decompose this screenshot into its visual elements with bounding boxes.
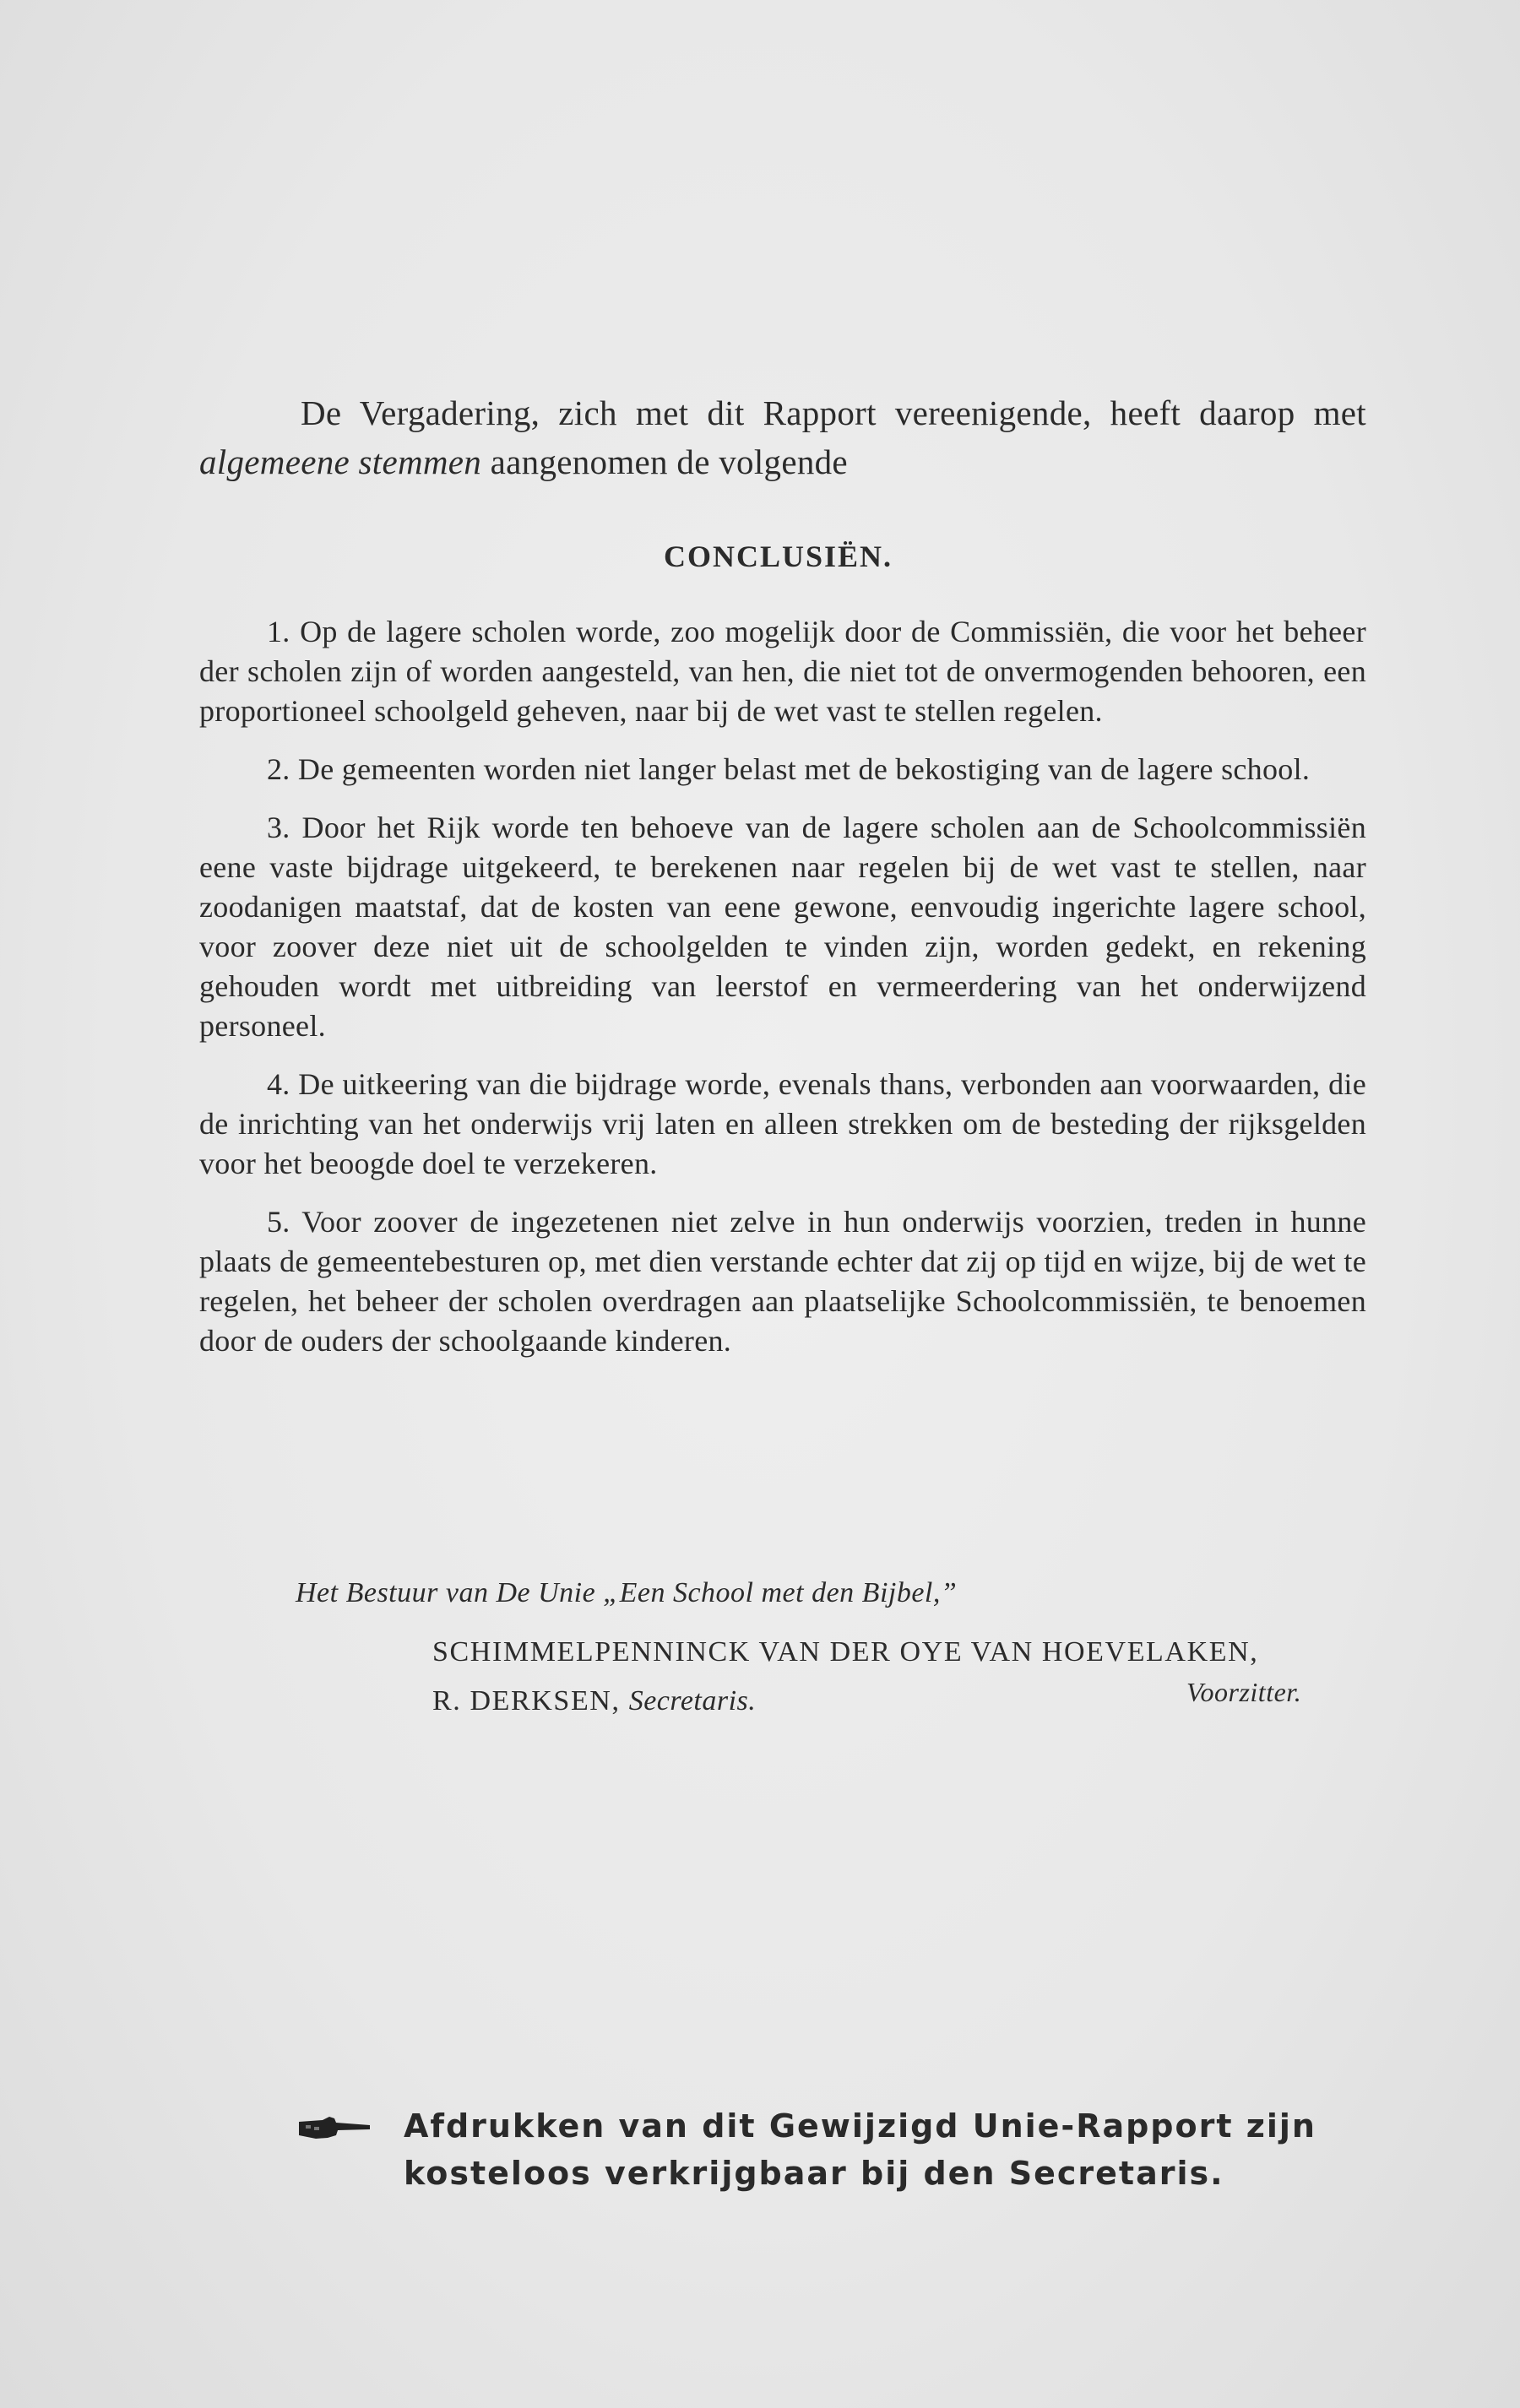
conclusion-item-3: 3. Door het Rijk worde ten behoeve van de lagere scholen aan de Schoolcommissiën eene vaste bijdrage uitgekeerd, te berekenen naar regelen bij de wet vast te stellen, naar zoodanigen maatstaf, dat de kosten van eene gewone, eenvoudig ingerichte lagere school, voor zoover deze niet uit de schoolgelden te vinden zijn, worden gedekt, en rekening gehouden wordt met uitbreiding van leerstof en vermeerdering van het onderwijzend personeel. [199, 811, 1366, 1043]
secretary-title: Secretaris. [628, 1685, 757, 1717]
secretary-signature [432, 1685, 756, 1717]
intro-emphasis: algemeene stemmen [199, 442, 482, 481]
conclusion-item-5: 5. Voor zoover de ingezetenen niet zelve in hun onderwijs voorzien, treden in hunne plaats de gemeentebesturen op, met dien verstande echter dat zij op tijd en wijze, bij de wet te regelen, het beheer der scholen overdragen aan plaatselijke Schoolcommissiën, te benoemen door de ouders der schoolgaande kinderen. [199, 1205, 1366, 1358]
pointing-hand-icon [297, 2115, 372, 2140]
conclusion-item-4: 4. De uitkeering van die bijdrage worde, evenals thans, verbonden aan voorwaarden, die de inrichting van het onderwijs vrij laten en alleen strekken om de besteding der rijksgelden voor het beoogde doel te verzekeren. [199, 1067, 1366, 1180]
conclusion-item-2: 2. De gemeenten worden niet langer belast met de bekostiging van de lagere school. [267, 752, 1311, 786]
notice-text: Afdrukken van dit Gewijzigd Unie-Rapport zijn kosteloos verkrijgbaar bij den Secretaris. [404, 2107, 1316, 2192]
intro-text-part2: aangenomen de volgende [481, 442, 848, 481]
intro-paragraph [199, 388, 1366, 486]
secretary-name: R. DERKSEN, [432, 1685, 621, 1717]
intro-text-part1: De Vergadering, zich met dit Rapport vereenigende, heeft daarop met [301, 393, 1366, 432]
chair-name: SCHIMMELPENNINCK VAN DER OYE VAN HOEVELAKEN, [432, 1636, 1259, 1668]
closing-line: Het Bestuur van De Unie „Een School met den Bijbel,” [296, 1577, 958, 1608]
conclusion-item-1: 1. Op de lagere scholen worde, zoo mogelijk door de Commissiën, die voor het beheer der scholen zijn of worden aangesteld, van hen, die niet tot de onvermogenden behooren, een proportioneel schoolgeld geheven, naar bij de wet vast te stellen regelen. [199, 615, 1366, 728]
conclusions-heading: CONCLUSIËN. [663, 540, 893, 573]
conclusions-list [199, 612, 1366, 1380]
chair-title: Voorzitter. [1186, 1677, 1302, 1707]
